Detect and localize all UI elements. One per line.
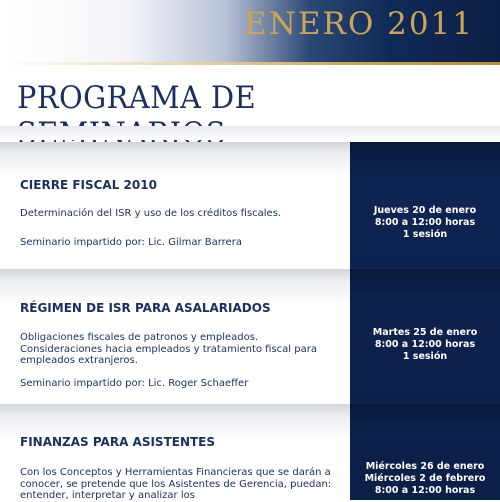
- seminar-schedule: [350, 205, 500, 241]
- seminar-header-band: [0, 269, 350, 305]
- seminar-title: FINANZAS PARA ASISTENTES: [20, 435, 216, 449]
- top-banner: [0, 0, 500, 62]
- schedule-date: Jueves 20 de enero: [373, 205, 477, 216]
- seminar-program: [0, 142, 500, 500]
- schedule-header-band: [350, 269, 500, 305]
- seminar-description: Determinación del ISR y uso de los créditos fiscales.: [20, 208, 282, 219]
- seminar-instructor: Seminario impartido por: Lic. Gilmar Barrera: [20, 237, 242, 248]
- schedule-time: 8:00 a 12:00 horas: [374, 339, 476, 350]
- seminar-schedule: [350, 327, 500, 363]
- gold-divider: [0, 62, 500, 65]
- schedule-date: Martes 25 de enero: [372, 327, 478, 338]
- seminar-instructor: Seminario impartido por: Lic. Roger Schaeffer: [20, 378, 249, 389]
- page-title: PROGRAMA DE: [17, 80, 257, 116]
- seminar-title: CIERRE FISCAL 2010: [20, 178, 157, 192]
- seminar-description: Obligaciones fiscales de patronos y empleados. Consideraciones hacia empleados y tratamiento fiscal para empleados extranjeros.: [20, 332, 317, 366]
- schedule-sessions: 1 sesión: [402, 229, 448, 240]
- month-heading: ENERO 2011: [244, 6, 474, 42]
- seminar-description: Con los Conceptos y Herramientas Financieras que se darán a conocer, se pretende que los Asistentes de Gerencia, puedan: entender, interpretar y analizar los: [20, 467, 332, 501]
- schedule-date: Miércoles 2 de febrero: [364, 473, 486, 484]
- seminar-schedule: [350, 461, 500, 497]
- seminar-title: RÉGIMEN DE ISR PARA ASALARIADOS: [20, 301, 271, 315]
- schedule-header-band: [350, 404, 500, 440]
- schedule-column: [350, 142, 500, 500]
- title-shadow: [0, 126, 500, 140]
- schedule-time: 8:00 a 12:00 horas: [374, 217, 476, 228]
- seminar-header-band: [0, 142, 350, 178]
- schedule-header-band: [350, 142, 500, 178]
- schedule-time: 8:00 a 12:00 horas: [374, 485, 476, 496]
- schedule-date: Miércoles 26 de enero: [365, 461, 485, 472]
- schedule-sessions: 1 sesión: [402, 351, 448, 362]
